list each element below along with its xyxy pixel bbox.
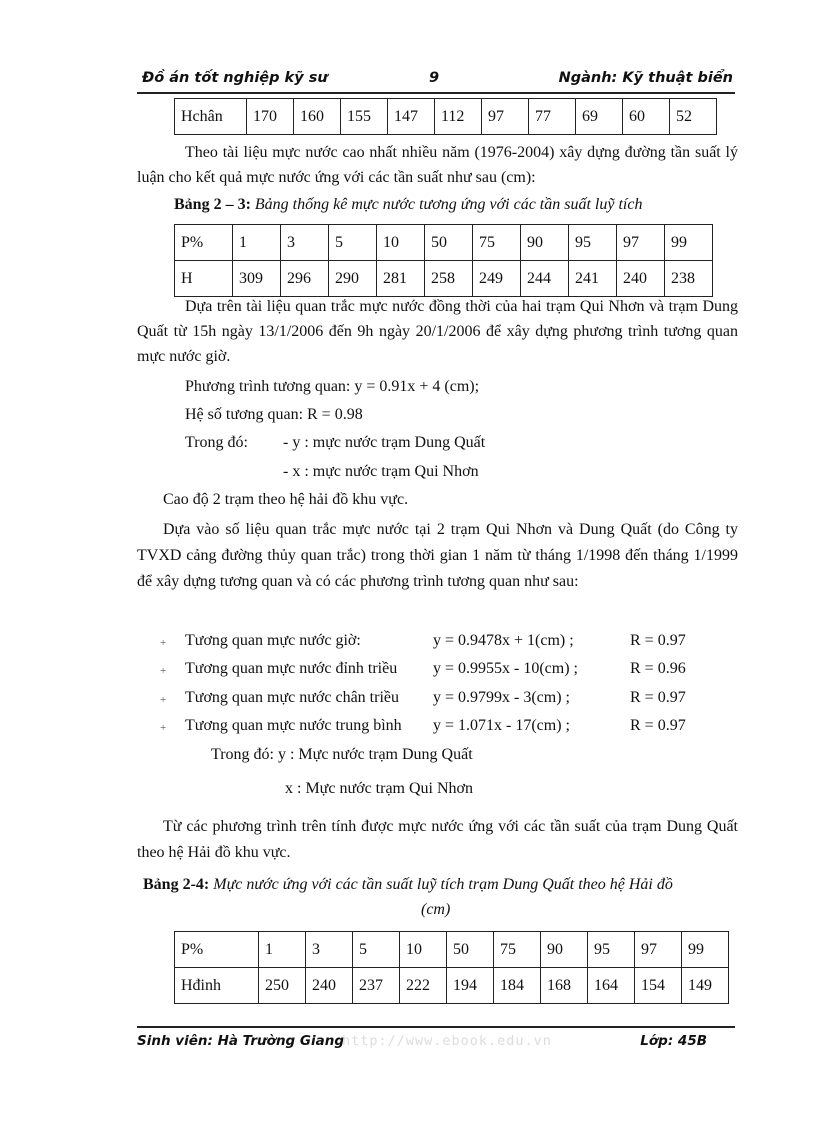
table-cell: 240 [306,968,353,1004]
caption-text: Mực nước ứng với các tần suất luỹ tích trạm Dung Quất theo hệ Hải đồ [213,876,673,893]
where-label: Trong đó: [185,434,248,451]
table-cell: 5 [329,225,377,261]
table-cell: 75 [494,932,541,968]
table-cell: 95 [588,932,635,968]
table-cell: 249 [473,261,521,297]
table-cell: 281 [377,261,425,297]
correlation-equation: y = 0.9799x - 3(cm) ; [433,689,570,706]
bullet: + [160,694,167,706]
page-number: 9 [429,70,440,86]
header-title: Đồ án tốt nghiệp kỹ sư [142,70,328,86]
correlation-name: Tương quan mực nước đỉnh triều [185,660,398,677]
table-cell: 10 [400,932,447,968]
table-cell: 244 [521,261,569,297]
table-cell: 240 [617,261,665,297]
footer-watermark: http://www.ebook.edu.vn [342,1033,552,1049]
table-cell: 149 [682,968,729,1004]
table-cell: 112 [435,99,482,135]
table-2-3-caption [174,196,642,214]
table-cell: 77 [529,99,576,135]
equation-line: Phương trình tương quan: y = 0.91x + 4 (cm); [185,378,480,395]
table-cell: 168 [541,968,588,1004]
table-row [175,225,713,261]
table-2-4-caption [143,876,673,894]
table-cell: 290 [329,261,377,297]
table-cell: 5 [353,932,400,968]
table-2-3 [174,224,713,297]
table-cell: 52 [670,99,717,135]
table-cell: 309 [233,261,281,297]
table-cell: 160 [294,99,341,135]
correlation-name: Tương quan mực nước trung bình [185,717,402,734]
table-row [175,968,729,1004]
table-cell: 238 [665,261,713,297]
table-cell: 97 [482,99,529,135]
caption-label: Bảng 2-4: [143,876,210,893]
row-label: Hđinh [175,968,259,1004]
table-cell: 155 [341,99,388,135]
table-cell: 97 [635,932,682,968]
table-cell: 154 [635,968,682,1004]
where2-y: Trong đó: y : Mực nước trạm Dung Quất [211,746,473,763]
table-cell: 75 [473,225,521,261]
caption-text: Bảng thống kê mực nước tương ứng với các tần suất luỹ tích [254,196,643,213]
table-cell: 258 [425,261,473,297]
table-hchan [174,98,717,135]
table-cell: 50 [447,932,494,968]
table-cell: 97 [617,225,665,261]
paragraph-1: Theo tài liệu mực nước cao nhất nhiều năm (1976-2004) xây dựng đường tần suất lý luận cho kết quả mực nước ứng với các tần suất như sau (cm): [137,144,738,186]
correlation-name: Tương quan mực nước giờ: [185,632,361,649]
table-cell: 241 [569,261,617,297]
table-row [175,261,713,297]
row-label: P% [175,932,259,968]
caption-text-unit: (cm) [421,901,451,918]
paragraph-4: Từ các phương trình trên tính được mực nước ứng với các tần suất của trạm Dung Quất theo hệ Hải đồ khu vực. [137,818,738,861]
correlation-equation: y = 0.9955x - 10(cm) ; [433,660,578,677]
table-cell: 3 [281,225,329,261]
table-cell: 90 [541,932,588,968]
table-cell: 147 [388,99,435,135]
footer-class: Lớp: 45B [640,1033,707,1049]
table-2-4-caption-unit [421,901,450,919]
correlation-r: R = 0.97 [630,632,686,649]
caption-label: Bảng 2 – 3: [174,196,251,213]
table-cell: 99 [682,932,729,968]
table-cell: 1 [259,932,306,968]
correlation-equation: y = 1.071x - 17(cm) ; [433,717,570,734]
row-label: P% [175,225,233,261]
footer-student: Sinh viên: Hà Trường Giang [137,1033,345,1049]
table-cell: 250 [259,968,306,1004]
header-major: Ngành: Kỹ thuật biển [558,70,733,86]
row-label: Hchân [175,99,247,135]
table-cell: 69 [576,99,623,135]
where-y: - y : mực nước trạm Dung Quất [283,434,486,451]
table-cell: 222 [400,968,447,1004]
row-label: H [175,261,233,297]
correlation-r: R = 0.97 [630,717,686,734]
paragraph-2: Dựa trên tài liệu quan trắc mực nước đồng thời của hai trạm Qui Nhơn và trạm Dung Quất từ 15h ngày 13/1/2006 đến 9h ngày 20/1/2006 để xây dựng phương trình tương quan mực nước giờ. [137,298,738,365]
table-cell: 60 [623,99,670,135]
correlation-r: R = 0.97 [630,689,686,706]
table-cell: 296 [281,261,329,297]
correlation-name: Tương quan mực nước chân triều [185,689,399,706]
page-footer [137,1026,735,1050]
bullet: + [160,665,167,677]
table-cell: 3 [306,932,353,968]
where2-x: x : Mực nước trạm Qui Nhơn [285,780,474,797]
table-cell: 164 [588,968,635,1004]
table-row [175,932,729,968]
table-row [175,99,717,135]
where-x: - x : mực nước trạm Qui Nhơn [283,463,479,480]
bullet: + [160,722,167,734]
paragraph-3: Dựa vào số liệu quan trắc mực nước tại 2 trạm Qui Nhơn và Dung Quất (do Công ty TVXD cảng đường thủy quan trắc) trong thời gian 1 năm từ tháng 1/1998 đến tháng 1/1999 để xây dựng tương quan và có các phương trình tương quan như sau: [137,521,738,590]
table-cell: 170 [247,99,294,135]
table-cell: 1 [233,225,281,261]
page-header [137,70,735,94]
table-cell: 95 [569,225,617,261]
table-cell: 99 [665,225,713,261]
coefficient-line: Hệ số tương quan: R = 0.98 [185,406,363,423]
bullet: + [160,637,167,649]
table-cell: 237 [353,968,400,1004]
table-cell: 50 [425,225,473,261]
cao-do-line: Cao độ 2 trạm theo hệ hải đồ khu vực. [163,491,409,508]
correlation-r: R = 0.96 [630,660,686,677]
correlation-equation: y = 0.9478x + 1(cm) ; [433,632,574,649]
table-2-4 [174,931,729,1004]
table-cell: 90 [521,225,569,261]
table-cell: 194 [447,968,494,1004]
table-cell: 184 [494,968,541,1004]
table-cell: 10 [377,225,425,261]
